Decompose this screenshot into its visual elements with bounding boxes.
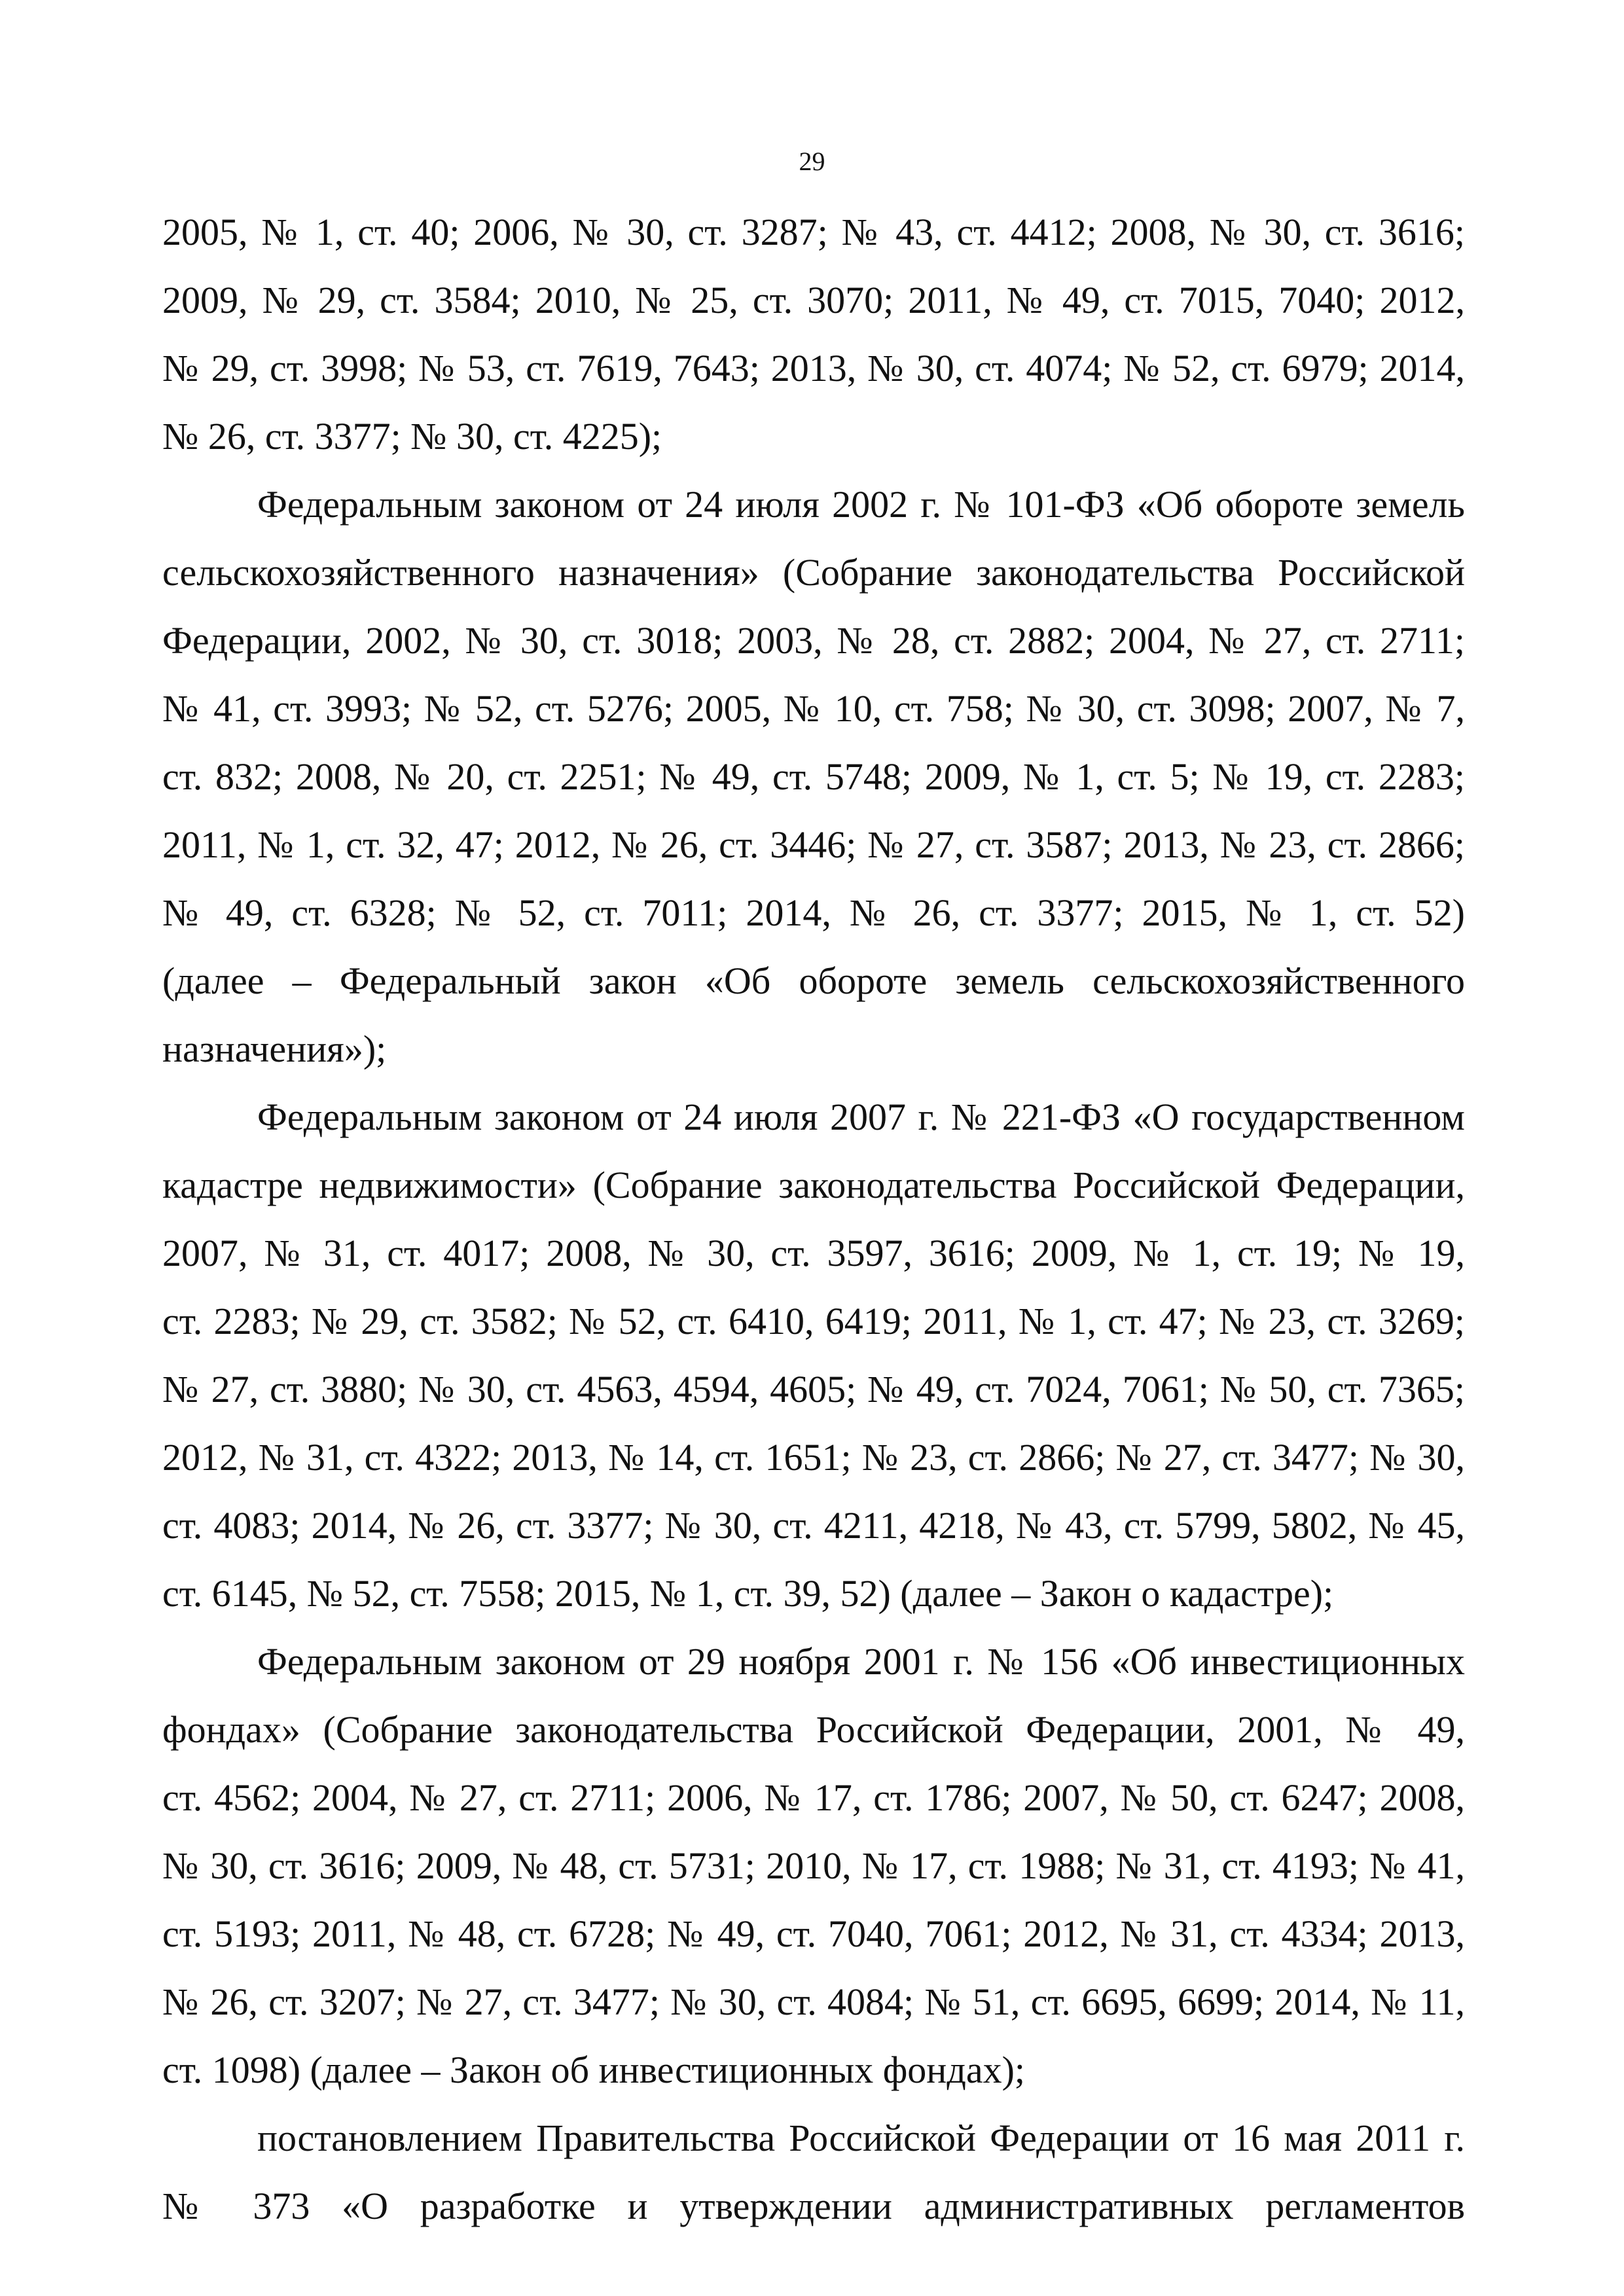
paragraph-start-line: Федеральным законом от 29 ноября 2001 г. № 156 «Об инвестиционных bbox=[257, 1640, 1465, 1683]
paragraph-start-line: Федеральным законом от 24 июля 2007 г. № 221-ФЗ «О государственном bbox=[257, 1096, 1465, 1138]
text-line: ст. 832; 2008, № 20, ст. 2251; № 49, ст. 5748; 2009, № 1, ст. 5; № 19, ст. 2283; bbox=[162, 755, 1465, 798]
document-body bbox=[162, 198, 1465, 2240]
text-line: ст. 6145, № 52, ст. 7558; 2015, № 1, ст. 39, 52) (далее – Закон о кадастре); bbox=[162, 1572, 1334, 1615]
text-line: ст. 5193; 2011, № 48, ст. 6728; № 49, ст. 7040, 7061; 2012, № 31, ст. 4334; 2013, bbox=[162, 1912, 1465, 1955]
text-line: кадастре недвижимости» (Собрание законодательства Российской Федерации, bbox=[162, 1164, 1465, 1206]
text-line: ст. 2283; № 29, ст. 3582; № 52, ст. 6410, 6419; 2011, № 1, ст. 47; № 23, ст. 3269; bbox=[162, 1300, 1465, 1342]
text-line: 2009, № 29, ст. 3584; 2010, № 25, ст. 3070; 2011, № 49, ст. 7015, 7040; 2012, bbox=[162, 279, 1465, 321]
text-line: № 30, ст. 3616; 2009, № 48, ст. 5731; 2010, № 17, ст. 1988; № 31, ст. 4193; № 41, bbox=[162, 1844, 1465, 1887]
text-line: 2007, № 31, ст. 4017; 2008, № 30, ст. 3597, 3616; 2009, № 1, ст. 19; № 19, bbox=[162, 1232, 1465, 1274]
paragraph-start-line: постановлением Правительства Российской Федерации от 16 мая 2011 г. bbox=[257, 2117, 1465, 2159]
text-line: назначения»); bbox=[162, 1028, 387, 1070]
text-line: 2005, № 1, ст. 40; 2006, № 30, ст. 3287; № 43, ст. 4412; 2008, № 30, ст. 3616; bbox=[162, 211, 1465, 253]
paragraph-start-line: Федеральным законом от 24 июля 2002 г. № 101-ФЗ «Об обороте земель bbox=[257, 483, 1465, 526]
text-line: (далее – Федеральный закон «Об обороте земель сельскохозяйственного bbox=[162, 960, 1465, 1002]
text-line: фондах» (Собрание законодательства Российской Федерации, 2001, № 49, bbox=[162, 1708, 1465, 1751]
text-line: сельскохозяйственного назначения» (Собрание законодательства Российской bbox=[162, 551, 1465, 594]
text-line: № 29, ст. 3998; № 53, ст. 7619, 7643; 2013, № 30, ст. 4074; № 52, ст. 6979; 2014, bbox=[162, 347, 1465, 389]
text-line: 2012, № 31, ст. 4322; 2013, № 14, ст. 1651; № 23, ст. 2866; № 27, ст. 3477; № 30, bbox=[162, 1436, 1465, 1479]
text-line: ст. 1098) (далее – Закон об инвестиционных фондах); bbox=[162, 2049, 1025, 2091]
text-line: 2011, № 1, ст. 32, 47; 2012, № 26, ст. 3446; № 27, ст. 3587; 2013, № 23, ст. 2866; bbox=[162, 823, 1465, 866]
text-line: № 26, ст. 3207; № 27, ст. 3477; № 30, ст. 4084; № 51, ст. 6695, 6699; 2014, № 11, bbox=[162, 1981, 1465, 2023]
text-line: ст. 4083; 2014, № 26, ст. 3377; № 30, ст. 4211, 4218, № 43, ст. 5799, 5802, № 45, bbox=[162, 1504, 1465, 1547]
text-line: ст. 4562; 2004, № 27, ст. 2711; 2006, № 17, ст. 1786; 2007, № 50, ст. 6247; 2008, bbox=[162, 1776, 1465, 1819]
text-line: № 26, ст. 3377; № 30, ст. 4225); bbox=[162, 415, 662, 457]
text-line: Федерации, 2002, № 30, ст. 3018; 2003, № 28, ст. 2882; 2004, № 27, ст. 2711; bbox=[162, 619, 1465, 662]
page-number: 29 bbox=[799, 147, 825, 176]
text-line: № 373 «О разработке и утверждении административных регламентов bbox=[162, 2185, 1465, 2227]
text-line: № 27, ст. 3880; № 30, ст. 4563, 4594, 4605; № 49, ст. 7024, 7061; № 50, ст. 7365; bbox=[162, 1368, 1465, 1410]
text-line: № 49, ст. 6328; № 52, ст. 7011; 2014, № 26, ст. 3377; 2015, № 1, ст. 52) bbox=[162, 891, 1465, 934]
text-line: № 41, ст. 3993; № 52, ст. 5276; 2005, № 10, ст. 758; № 30, ст. 3098; 2007, № 7, bbox=[162, 687, 1465, 730]
